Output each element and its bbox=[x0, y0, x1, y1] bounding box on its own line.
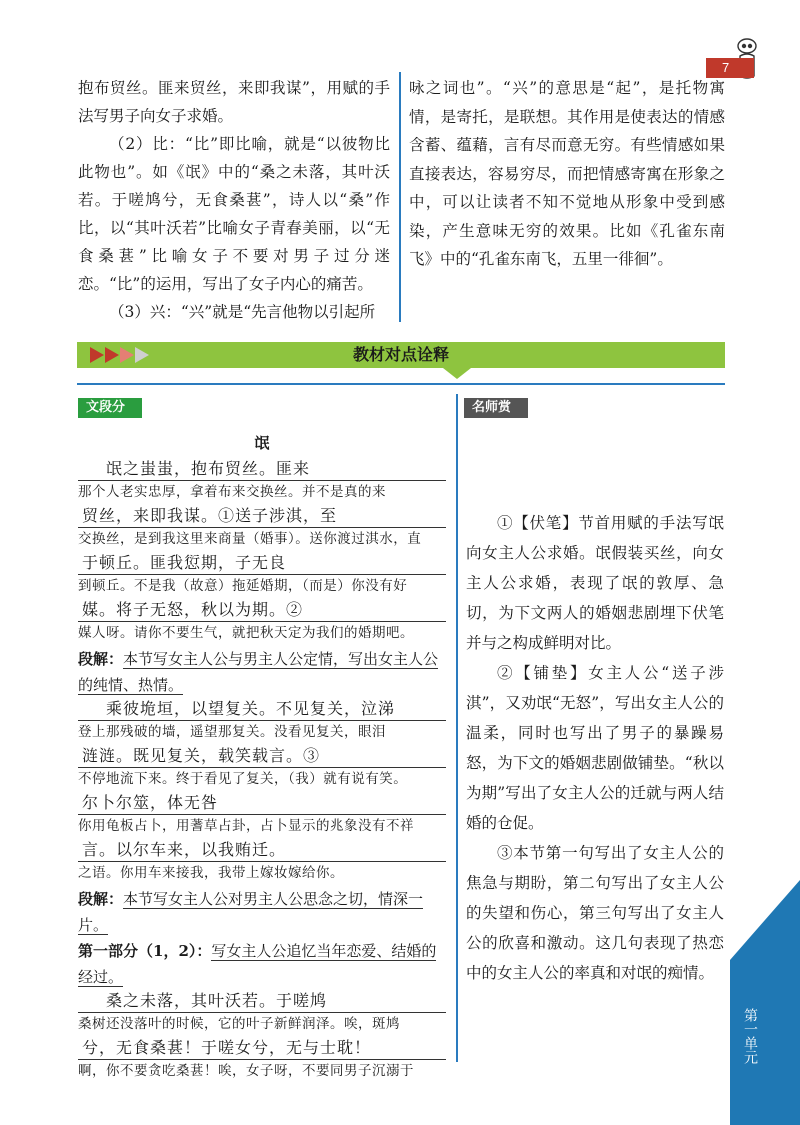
part-label: 第一部分（1，2）： bbox=[78, 942, 212, 960]
top-right-para: 咏之词也”。“兴”的意思是“起”，是托物寓情，是寄托，是联想。其作用是使表达的情感含蓄、蕴藉，言有尽而意无穷。有些情感如果直接表达，容易穷尽，而把情感寄寓在形象之中，可以让读者不知不觉地从形象中受到感染，产生意味无穷的效果。比如《孔雀东南飞》中的“孔雀东南飞，五里一徘徊”。 bbox=[409, 79, 725, 268]
poem-translation: 啊，你不要贪吃桑葚！唉，女子呀，不要同男子沉溺于 bbox=[78, 1063, 414, 1079]
review-note-2: ②【铺垫】女主人公“送子涉淇”，又劝氓“无怒”，写出女主人公的温柔，同时也写出了男子的暴躁易怒，为下文的婚姻悲剧做铺垫。“秋以为期”写出了女主人公的迁就与两人结婚的仓促。 bbox=[466, 664, 724, 832]
poem-title: 氓 bbox=[254, 434, 270, 452]
poem-line: 涟涟。既见复关，载笑载言。③ bbox=[78, 745, 446, 768]
section-note-1 bbox=[78, 646, 446, 698]
poem-translation: 不停地流下来。终于看见了复关，（我）就有说有笑。 bbox=[78, 771, 408, 787]
note-label: 段解： bbox=[78, 890, 124, 908]
poem-line: 兮，无食桑葚！于嗟女兮，无与士耽！ bbox=[78, 1037, 446, 1060]
part-summary bbox=[78, 938, 446, 990]
poem-translation: 你用龟板占卜，用蓍草占卦，占卜显示的兆象没有不祥 bbox=[78, 818, 414, 834]
unit-side-tab bbox=[730, 880, 800, 1125]
top-left-para-1: 抱布贸丝。匪来贸丝，来即我谋”，用赋的手法写男子向女子求婚。 bbox=[78, 79, 390, 125]
poem-translation: 之语。你用车来接我，我带上嫁妆嫁给你。 bbox=[78, 865, 344, 881]
poem-translation: 交换丝，是到我这里来商量（婚事）。送你渡过淇水，直 bbox=[78, 531, 422, 547]
poem-translation: 到顿丘。不是我（故意）拖延婚期，（而是）你没有好 bbox=[78, 578, 408, 594]
review-note-1: ①【伏笔】节首用赋的手法写氓向女主人公求婚。氓假装买丝，向女主人公求婚，表现了氓的敦厚、急切，为下文两人的婚姻悲剧埋下伏笔并与之构成鲜明对比。 bbox=[466, 514, 724, 652]
note-text: 本节写女主人公与男主人公定情，写出女主人公的纯情、热情。 bbox=[78, 650, 439, 694]
page-number: 7 bbox=[706, 58, 754, 78]
poem-line: 言。以尔车来，以我贿迁。 bbox=[78, 839, 446, 862]
note-label: 段解： bbox=[78, 650, 124, 668]
poem-line: 尔卜尔筮，体无咎 bbox=[78, 792, 446, 815]
poem-line: 氓之蚩蚩，抱布贸丝。匪来 bbox=[78, 458, 446, 481]
tag-review: 名师赏评 bbox=[464, 398, 528, 418]
top-right-column bbox=[409, 74, 725, 274]
column-separator bbox=[456, 394, 458, 1062]
section-title: 教材对点诠释 bbox=[352, 345, 449, 364]
poem-translation: 那个人老实忠厚，拿着布来交换丝。并不是真的来 bbox=[78, 484, 386, 500]
banner-notch bbox=[443, 368, 471, 379]
poem-line: 于顿丘。匪我愆期，子无良 bbox=[78, 552, 446, 575]
top-left-para-3: （3）兴：“兴”就是“先言他物以引起所 bbox=[109, 303, 376, 321]
review-column bbox=[466, 508, 724, 988]
section-note-2 bbox=[78, 886, 446, 938]
tag-analysis: 文段分析 bbox=[78, 398, 142, 418]
poem-translation: 登上那残破的墙，遥望那复关。没看见复关，眼泪 bbox=[78, 724, 386, 740]
poem-line: 媒。将子无怒，秋以为期。② bbox=[78, 599, 446, 622]
poem-translation: 桑树还没落叶的时候，它的叶子新鲜润泽。唉，斑鸠 bbox=[78, 1016, 400, 1032]
note-text: 本节写女主人公对男主人公思念之切，情深一片。 bbox=[78, 890, 424, 934]
poem-body bbox=[78, 458, 446, 1084]
poem-line: 贸丝，来即我谋。①送子涉淇，至 bbox=[78, 505, 446, 528]
banner-underline bbox=[77, 383, 725, 385]
part-text: 写女主人公追忆当年恋爱、结婚的经过。 bbox=[78, 942, 437, 986]
unit-label: 第一单元 bbox=[742, 1008, 758, 1064]
poem-translation: 媒人呀。请你不要生气，就把秋天定为我们的婚期吧。 bbox=[78, 625, 414, 641]
column-divider bbox=[399, 72, 401, 322]
poem-line: 桑之未落，其叶沃若。于嗟鸠 bbox=[78, 990, 446, 1013]
poem-line: 乘彼垝垣，以望复关。不见复关，泣涕 bbox=[78, 698, 446, 721]
top-left-column bbox=[78, 74, 390, 326]
review-note-3: ③本节第一句写出了女主人公的焦急与期盼，第二句写出了女主人公的失望和伤心，第三句写出了女主人公的欣喜和激动。这几句表现了热恋中的女主人公的率真和对氓的痴情。 bbox=[466, 844, 724, 982]
top-left-para-2: （2）比：“比”即比喻，就是“以彼物比此物也”。如《氓》中的“桑之未落，其叶沃若。于嗟鸠兮，无食桑葚”，诗人以“桑”作比，以“其叶沃若”比喻女子青春美丽，以“无食桑葚”比喻女子不要对男子过分迷恋。“比”的运用，写出了女子内心的痛苦。 bbox=[78, 135, 390, 293]
